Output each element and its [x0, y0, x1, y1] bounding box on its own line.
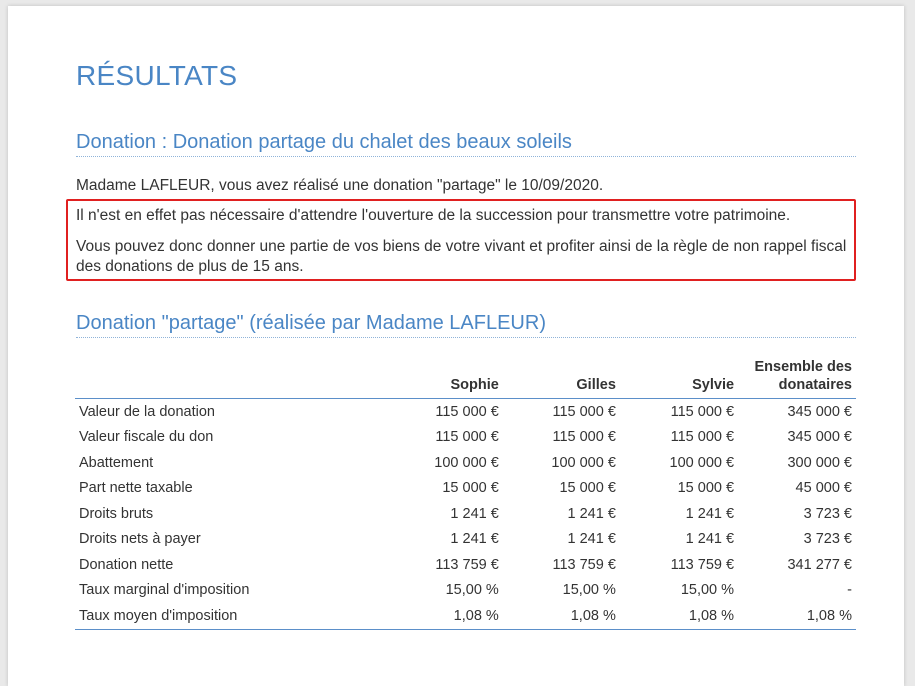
total-value: 345 000 € — [787, 403, 852, 420]
row-label: Donation nette — [79, 556, 174, 573]
sylvie-value: 115 000 € — [670, 429, 735, 446]
table-header-row — [75, 358, 856, 399]
gilles-value: 15,00 % — [562, 582, 616, 599]
sophie-value: 1 241 € — [450, 505, 499, 522]
table-row — [75, 450, 856, 476]
total-value: 341 277 € — [787, 556, 852, 573]
highlight-paragraph-2: Vous pouvez donc donner une partie de vos biens de votre vivant et profiter ainsi de la règle de non rappel fiscal des donations de plus de 15 ans. — [76, 238, 847, 275]
sylvie-value: 1 241 € — [685, 531, 735, 548]
sophie-value: 113 759 € — [435, 556, 499, 573]
table-row — [75, 425, 856, 451]
gilles-value: 113 759 € — [552, 556, 616, 573]
sophie-value: 1,08 % — [394, 603, 503, 629]
table-row — [75, 603, 856, 629]
table-row — [75, 399, 856, 425]
donation-section-title: Donation : Donation partage du chalet des beaux soleils — [76, 131, 856, 157]
column-header-total: Ensemble des donataires — [738, 358, 856, 399]
sophie-value: 115 000 € — [435, 429, 499, 446]
sylvie-value: 115 000 € — [670, 403, 735, 420]
sylvie-value: 1,08 % — [620, 603, 738, 629]
row-label: Taux moyen d'imposition — [75, 603, 394, 629]
gilles-value: 115 000 € — [552, 429, 616, 446]
column-header-gilles: Gilles — [503, 358, 620, 399]
gilles-value: 1 241 € — [567, 505, 616, 522]
report-page — [8, 6, 904, 686]
table-row — [75, 527, 856, 553]
table-row — [75, 501, 856, 527]
sophie-value: 115 000 € — [435, 403, 499, 420]
gilles-value: 1 241 € — [567, 531, 616, 548]
total-value: 3 723 € — [803, 531, 852, 548]
row-label: Droits bruts — [79, 505, 154, 522]
total-value: 345 000 € — [787, 429, 852, 446]
gilles-value: 1,08 % — [503, 603, 620, 629]
column-header-sylvie: Sylvie — [620, 358, 738, 399]
sylvie-value: 100 000 € — [669, 454, 735, 471]
gilles-value: 100 000 € — [551, 454, 616, 471]
sylvie-value: 1 241 € — [685, 505, 735, 522]
row-label: Abattement — [79, 454, 154, 471]
row-label: Valeur de la donation — [79, 403, 215, 420]
table-body — [75, 399, 856, 630]
sophie-value: 15,00 % — [445, 582, 499, 599]
column-header-sophie: Sophie — [394, 358, 503, 399]
row-label: Part nette taxable — [79, 480, 193, 497]
table-row — [75, 476, 856, 502]
total-value: 1,08 % — [738, 603, 856, 629]
donation-intro-text: Madame LAFLEUR, vous avez réalisé une donation "partage" le 10/09/2020. — [76, 177, 604, 194]
table-row — [75, 578, 856, 604]
total-value: 300 000 € — [787, 454, 852, 471]
sylvie-value: 113 759 € — [670, 556, 735, 573]
page-title: RÉSULTATS — [76, 60, 238, 91]
sophie-value: 100 000 € — [434, 454, 499, 471]
column-header-label — [75, 358, 394, 399]
highlight-paragraph-1: Il n'est en effet pas nécessaire d'attendre l'ouverture de la succession pour transmettre votre patrimoine. — [76, 207, 791, 224]
row-label: Taux marginal d'imposition — [79, 582, 250, 599]
total-value: 3 723 € — [803, 505, 852, 522]
total-value: - — [847, 582, 852, 599]
sylvie-value: 15,00 % — [680, 582, 735, 599]
sophie-value: 1 241 € — [450, 531, 499, 548]
donation-table — [75, 358, 856, 630]
row-label: Valeur fiscale du don — [79, 429, 214, 446]
gilles-value: 15 000 € — [559, 480, 616, 497]
sophie-value: 15 000 € — [442, 480, 499, 497]
sylvie-value: 15 000 € — [677, 480, 735, 497]
gilles-value: 115 000 € — [552, 403, 616, 420]
total-value: 45 000 € — [795, 480, 852, 497]
table-row — [75, 552, 856, 578]
row-label: Droits nets à payer — [79, 531, 201, 548]
donation-partage-section-title: Donation "partage" (réalisée par Madame LAFLEUR) — [76, 312, 856, 338]
